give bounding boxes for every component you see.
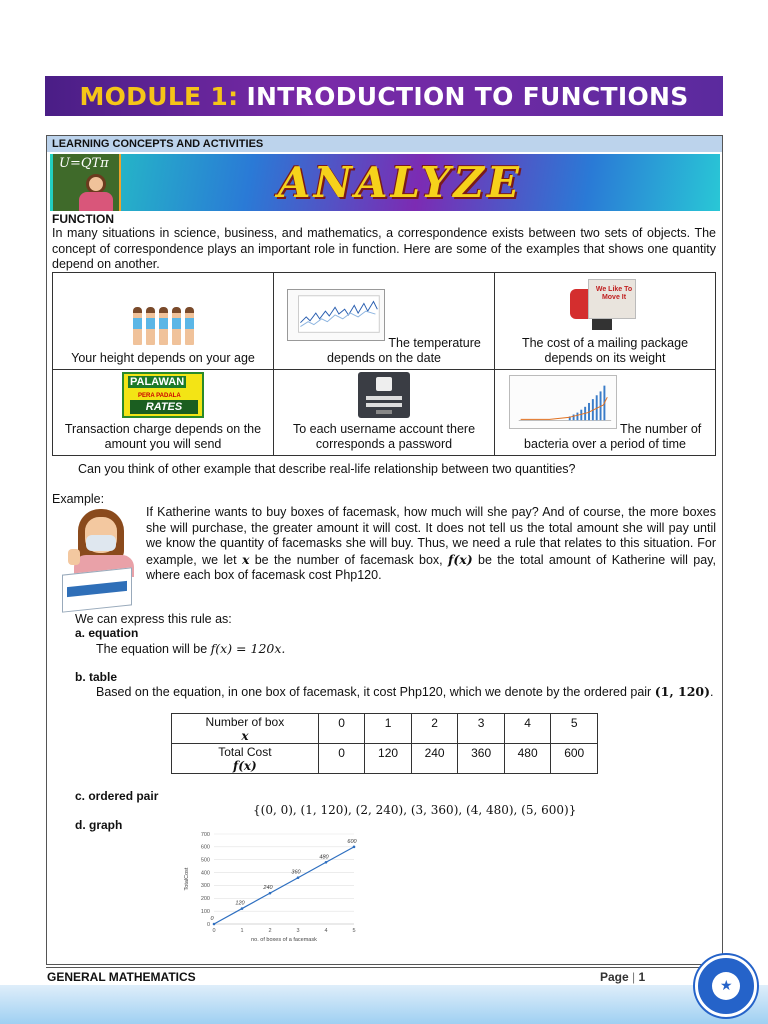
ordered-pair-heading: c. ordered pair [75, 789, 159, 803]
box-text: We Like To Move It [595, 286, 633, 301]
footer-divider [46, 967, 723, 968]
page-number: Page | 1 [600, 970, 646, 984]
equation-text: The equation will be f(x) = 120x. [96, 641, 286, 656]
module-banner [45, 76, 723, 116]
data-label: 0 [210, 916, 214, 922]
data-point [241, 907, 244, 910]
bacteria-bar-chart-image [509, 375, 617, 429]
data-point [325, 861, 328, 864]
y-tick-label: 600 [200, 844, 210, 851]
rule-intro: We can express this rule as: [75, 612, 232, 626]
equation-formula: f(x) = 120x. [210, 641, 286, 656]
function-heading: FUNCTION [52, 212, 114, 226]
equation-heading: a. equation [75, 626, 139, 640]
example-caption: The number of bacteria over a period of time [524, 422, 702, 451]
table-row [172, 714, 598, 744]
y-tick-label: 200 [200, 896, 210, 903]
function-paragraph: In many situations in science, business, and mathematics, a correspondence exists between two sets of objects. The concept of correspondence plays an important role in function. Here are some of the examples that shows one quantity depend on another. [52, 226, 716, 271]
table-cell: 4 [504, 714, 551, 744]
teacher-avatar-image [53, 154, 121, 211]
example-cell [53, 273, 274, 370]
ordered-pair-set: {(0, 0), (1, 120), (2, 240), (3, 360), (4, 480), (5, 600)} [253, 803, 577, 817]
example-caption: The temperature depends on the date [327, 336, 481, 365]
data-point [269, 892, 272, 895]
katherine-facemask-image [68, 505, 143, 617]
x-tick-label: 4 [324, 928, 328, 934]
table-cell: 120 [365, 744, 412, 774]
table-heading: b. table [75, 670, 118, 684]
data-point [297, 876, 300, 879]
examples-table [52, 272, 716, 456]
login-form-image [358, 372, 410, 418]
table-cell: 1 [365, 714, 412, 744]
table-cell: 0 [318, 744, 365, 774]
y-tick-label: 300 [200, 883, 210, 890]
analyze-title: ANALYZE [278, 158, 523, 207]
y-tick-label: 0 [206, 921, 210, 928]
reflection-question: Can you think of other example that describe real-life relationship between two quantities? [78, 462, 576, 476]
y-tick-label: 100 [200, 908, 210, 915]
example-caption: The cost of a mailing package depends on its weight [521, 336, 689, 365]
section-header: LEARNING CONCEPTS AND ACTIVITIES [47, 136, 722, 152]
example-caption: Your height depends on your age [71, 351, 255, 365]
graph-heading: d. graph [75, 818, 123, 832]
var-x: x [241, 551, 250, 567]
data-label: 360 [291, 869, 301, 876]
table-cell: 360 [458, 744, 505, 774]
var-fx: f(x) [447, 551, 473, 567]
example-label: Example: [52, 492, 105, 506]
table-header-cell: Number of box x [172, 714, 319, 744]
footer-band [0, 985, 768, 1024]
table-cell: 3 [458, 714, 505, 744]
y-axis-label: TotalCost [184, 867, 190, 891]
x-tick-label: 3 [296, 928, 300, 934]
x-tick-label: 5 [352, 928, 356, 934]
table-text: Based on the equation, in one box of facemask, it cost Php120, which we denote by the ordered pair (1, 120). [96, 684, 714, 699]
x-tick-label: 1 [240, 928, 244, 934]
footer-subject: GENERAL MATHEMATICS [47, 970, 196, 984]
example-caption: To each username account there corresponds a password [292, 422, 476, 451]
cost-line-chart [168, 828, 368, 944]
growth-height-image [57, 307, 269, 345]
table-cell: 0 [318, 714, 365, 744]
example-cell [495, 370, 716, 456]
temperature-line-chart-image [287, 289, 385, 341]
value-table [171, 713, 598, 774]
table-header-cell: Total Cost f(x) [172, 744, 319, 774]
table-row [172, 744, 598, 774]
ordered-pair-example: (1, 120) [654, 684, 711, 699]
example-cell [274, 273, 495, 370]
table-cell: 480 [504, 744, 551, 774]
data-label: 240 [263, 885, 273, 892]
palawan-express-logo: PALAWAN PERA PADALA RATES [122, 372, 204, 418]
data-label: 120 [235, 900, 245, 907]
example-caption: Transaction charge depends on the amount you will send [64, 422, 262, 451]
data-point [353, 846, 356, 849]
table-cell: 600 [551, 744, 598, 774]
example-cell [53, 370, 274, 456]
y-tick-label: 500 [200, 857, 210, 864]
table-cell: 2 [411, 714, 458, 744]
module-number: MODULE 1: [79, 81, 239, 111]
example-text: If Katherine wants to buy boxes of facemask, how much will she pay? And of course, the more boxes she will purchase, the greater amount it will cost. It does not tell us the total amount she will pay until we know the quantity of facemasks she will buy. Thus, we need a rule that relates to this situation. For example, we let x be the number of facemask box, f(x) be the total amount of Katherine will pay, where each box of facemask cost Php120. [146, 505, 716, 582]
y-tick-label: 700 [200, 831, 210, 838]
example-cell [495, 273, 716, 370]
x-tick-label: 2 [268, 928, 272, 934]
data-point [213, 923, 216, 926]
x-tick-label: 0 [212, 928, 216, 934]
data-label: 600 [347, 838, 357, 845]
data-label: 480 [319, 854, 329, 861]
school-seal-logo: ★ [695, 955, 757, 1017]
table-cell: 240 [411, 744, 458, 774]
x-axis-label: no. of boxes of a facemask [251, 937, 317, 943]
y-tick-label: 400 [200, 870, 210, 877]
module-title: INTRODUCTION TO FUNCTIONS [246, 81, 689, 111]
analyze-banner [50, 154, 720, 211]
avatar-formula: U=QTπ [59, 156, 109, 171]
table-cell: 5 [551, 714, 598, 744]
mailing-package-image [570, 275, 640, 330]
example-cell [274, 370, 495, 456]
